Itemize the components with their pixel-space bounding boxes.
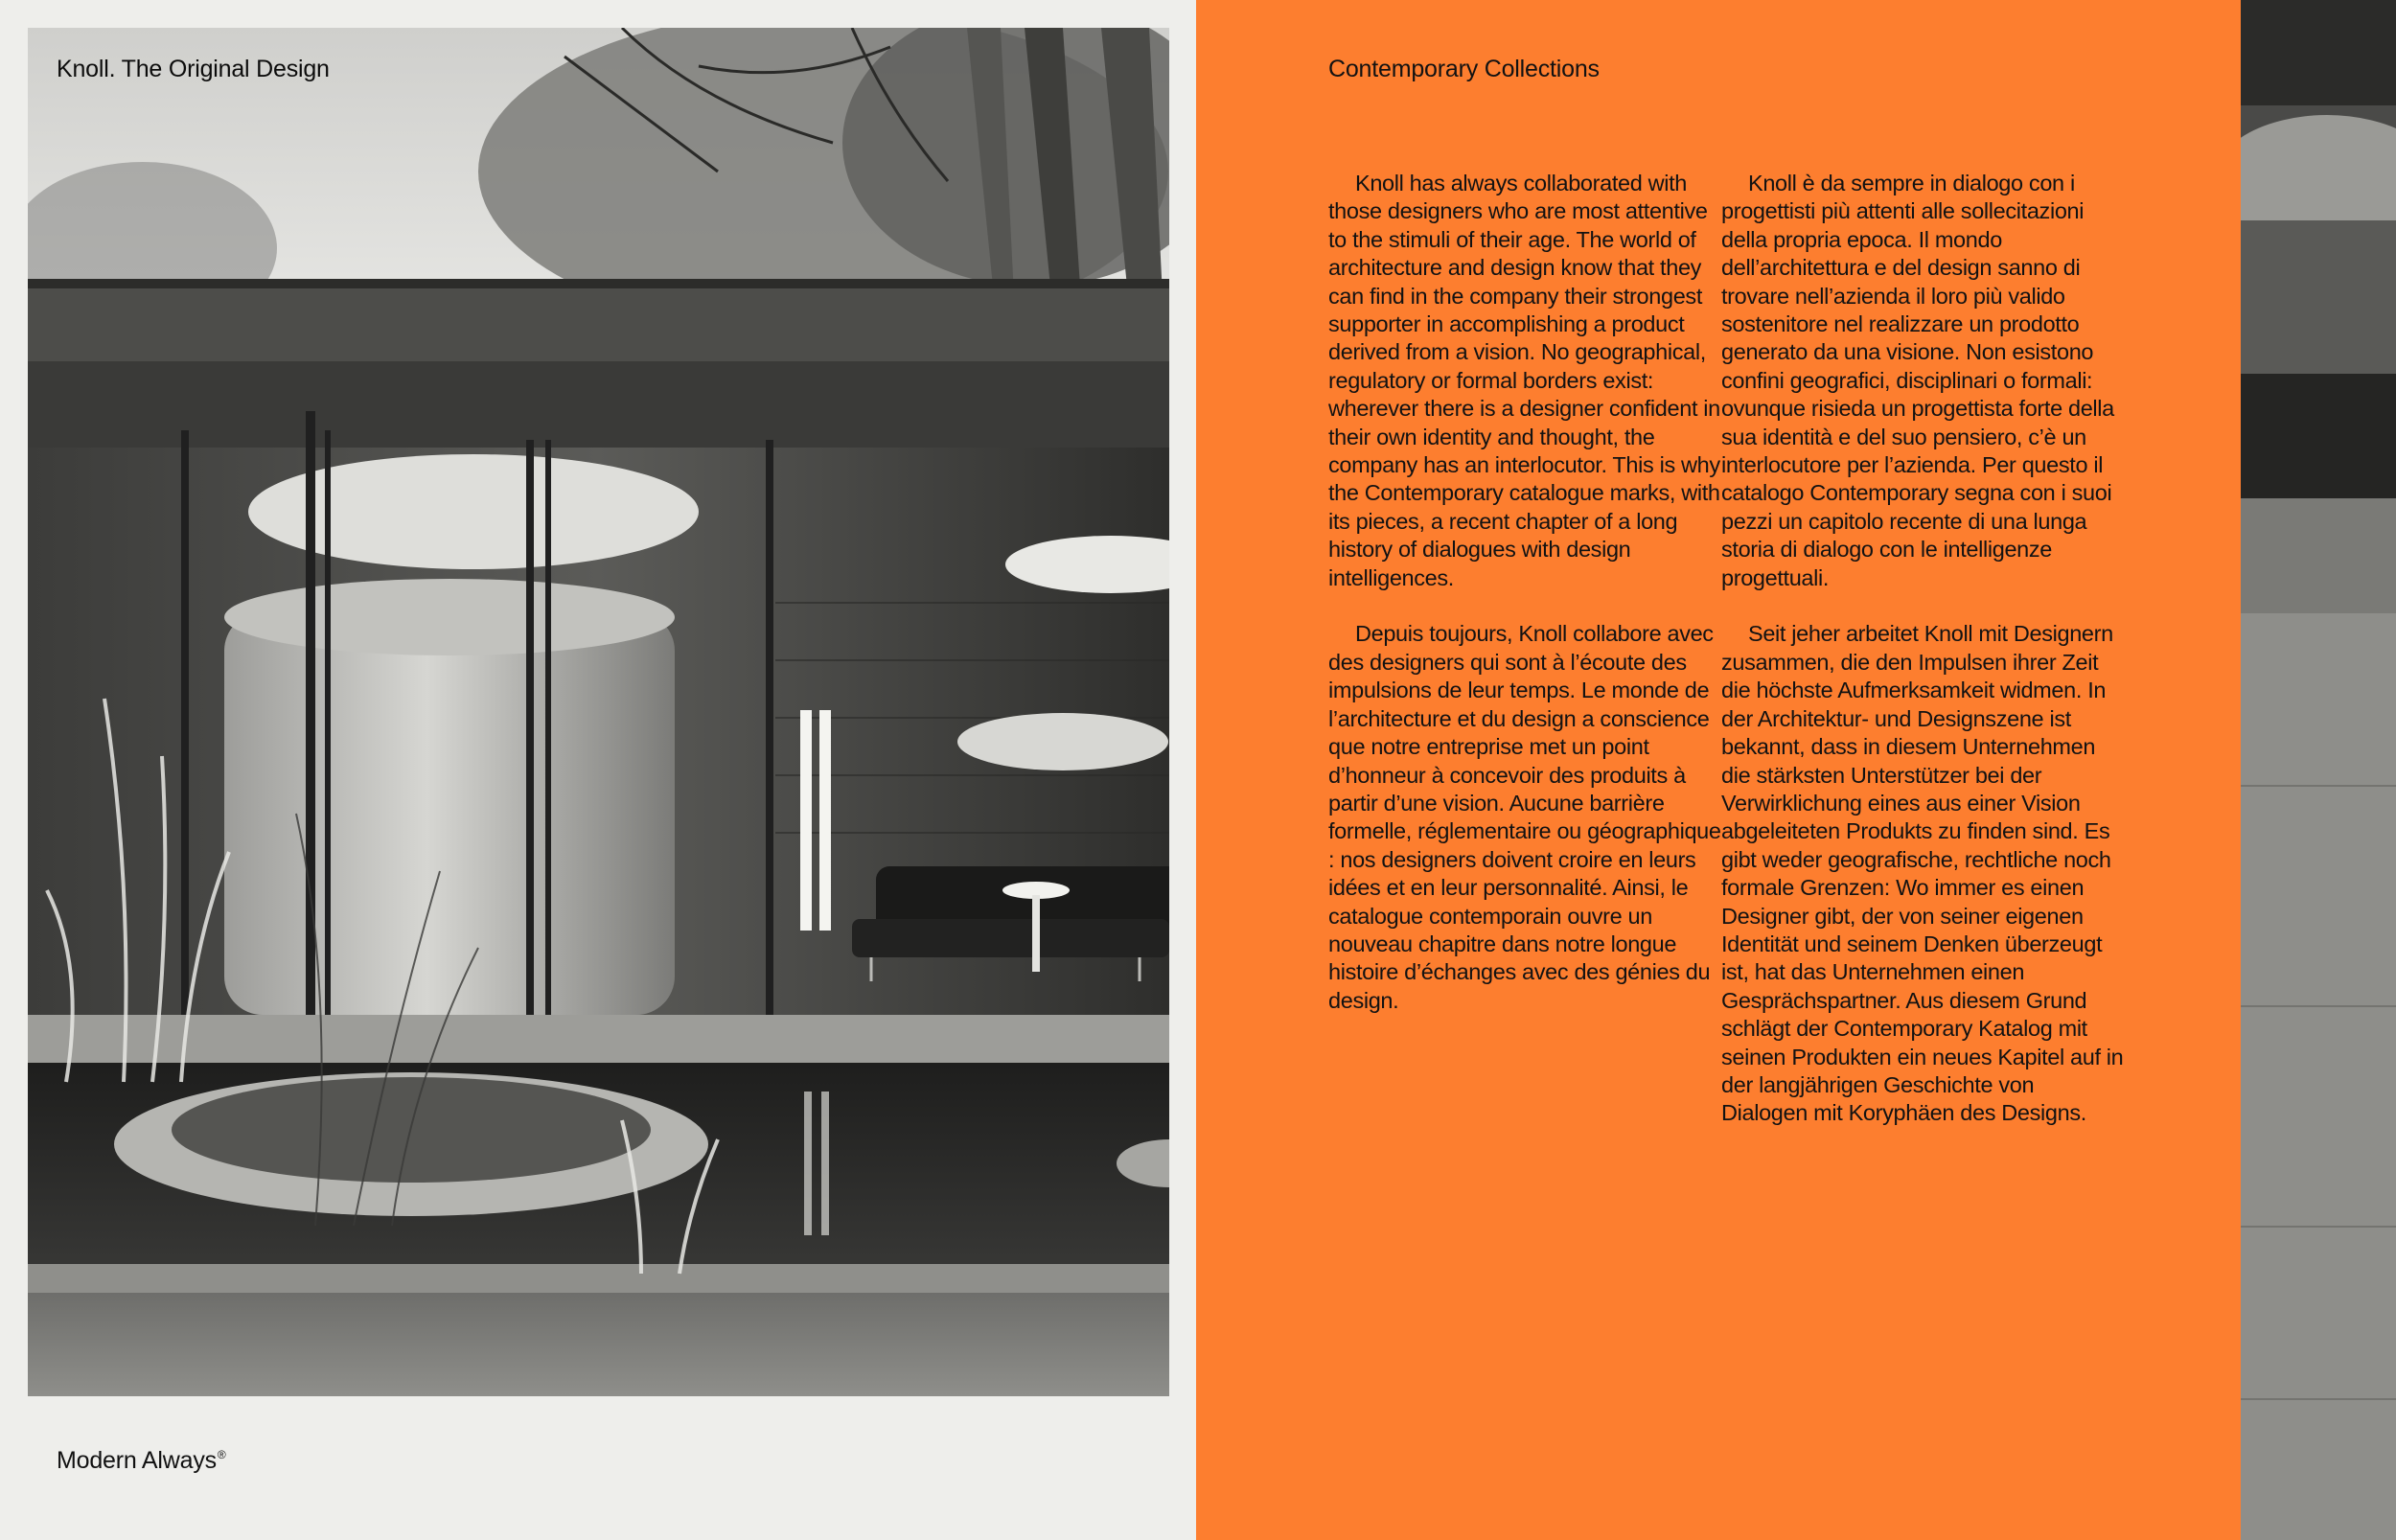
left-page xyxy=(0,0,1196,1540)
concrete-photo-illustration xyxy=(2241,0,2396,1540)
architecture-photo xyxy=(28,28,1169,1396)
registered-mark: ® xyxy=(217,1448,226,1461)
right-page xyxy=(1196,0,2241,1540)
footer-brand xyxy=(57,1447,226,1475)
paragraph-german: Seit jeher arbeitet Knoll mit Designern zusammen, die den Impulsen ihrer Zeit die höchste Aufmerksamkeit widmen. In der Architektur- und Designszene ist bekannt, dass in diesem Unternehmen die stärksten Unterstützer bei der Verwirklichung eines aus einer Vision abgeleiteten Produkts zu finden sind. Es gibt weder geografische, rechtliche noch formale Grenzen: Wo immer es einen Designer gibt, der von seiner eigenen Identität und seinem Denken überzeugt ist, hat das Unternehmen einen Gesprächspartner. Aus diesem Grund schlägt der Contemporary Katalog mit seinen Produkten ein neues Kapitel auf in der langjährigen Geschichte von Dialogen mit Koryphäen des Designs. xyxy=(1721,621,2124,1126)
pavilion-photo-illustration xyxy=(28,28,1169,1396)
paragraph-italian: Knoll è da sempre in dialogo con i progettisti più attenti alle sollecitazioni della propria epoca. Il mondo dell’architettura e del design sanno di trovare nell’azienda il loro più valido sostenitore nel realizzare un prodotto generato da una visione. Non esistono confini geografici, disciplinari o formali: ovunque risieda un progettista forte della sua identità e del suo pensiero, c’è un interlocutore per l’azienda. Per questo il catalogo Contemporary segna con i suoi pezzi un capitolo recente di una lunga storia di dialogo con le intelligenze progettuali. xyxy=(1721,171,2114,590)
paragraph-french: Depuis toujours, Knoll collabore avec des designers qui sont à l’écoute des impulsions de leur temps. Le monde de l’architecture et du design a conscience que notre entreprise met un point d’honneur à concevoir des produits à partir d’une vision. Aucune barrière formelle, réglementaire ou géographique : nos designers doivent croire en leurs idées et en leur personnalité. Ainsi, le catalogue contemporain ouvre un nouveau chapitre dans notre longue histoire d’échanges avec des génies du design. xyxy=(1328,621,1721,1013)
section-title: Contemporary Collections xyxy=(1328,56,1600,82)
header-label: Knoll. The Original Design xyxy=(57,56,330,82)
next-page-photo-edge xyxy=(2241,0,2396,1540)
text-column-right xyxy=(1721,170,2124,1156)
paragraph-english: Knoll has always collaborated with those designers who are most attentive to the stimuli of their age. The world of architecture and design know that they can find in the company their strongest supporter in accomplishing a product derived from a vision. No geographical, regulatory or formal borders exist: wherever there is a designer confident in their own identity and thought, the company has an interlocutor. This is why the Contemporary catalogue marks, with its pieces, a recent chapter of a long history of dialogues with design intelligences. xyxy=(1328,171,1720,590)
text-column-left xyxy=(1328,170,1721,1044)
footer-brand-text: Modern Always xyxy=(57,1447,217,1474)
